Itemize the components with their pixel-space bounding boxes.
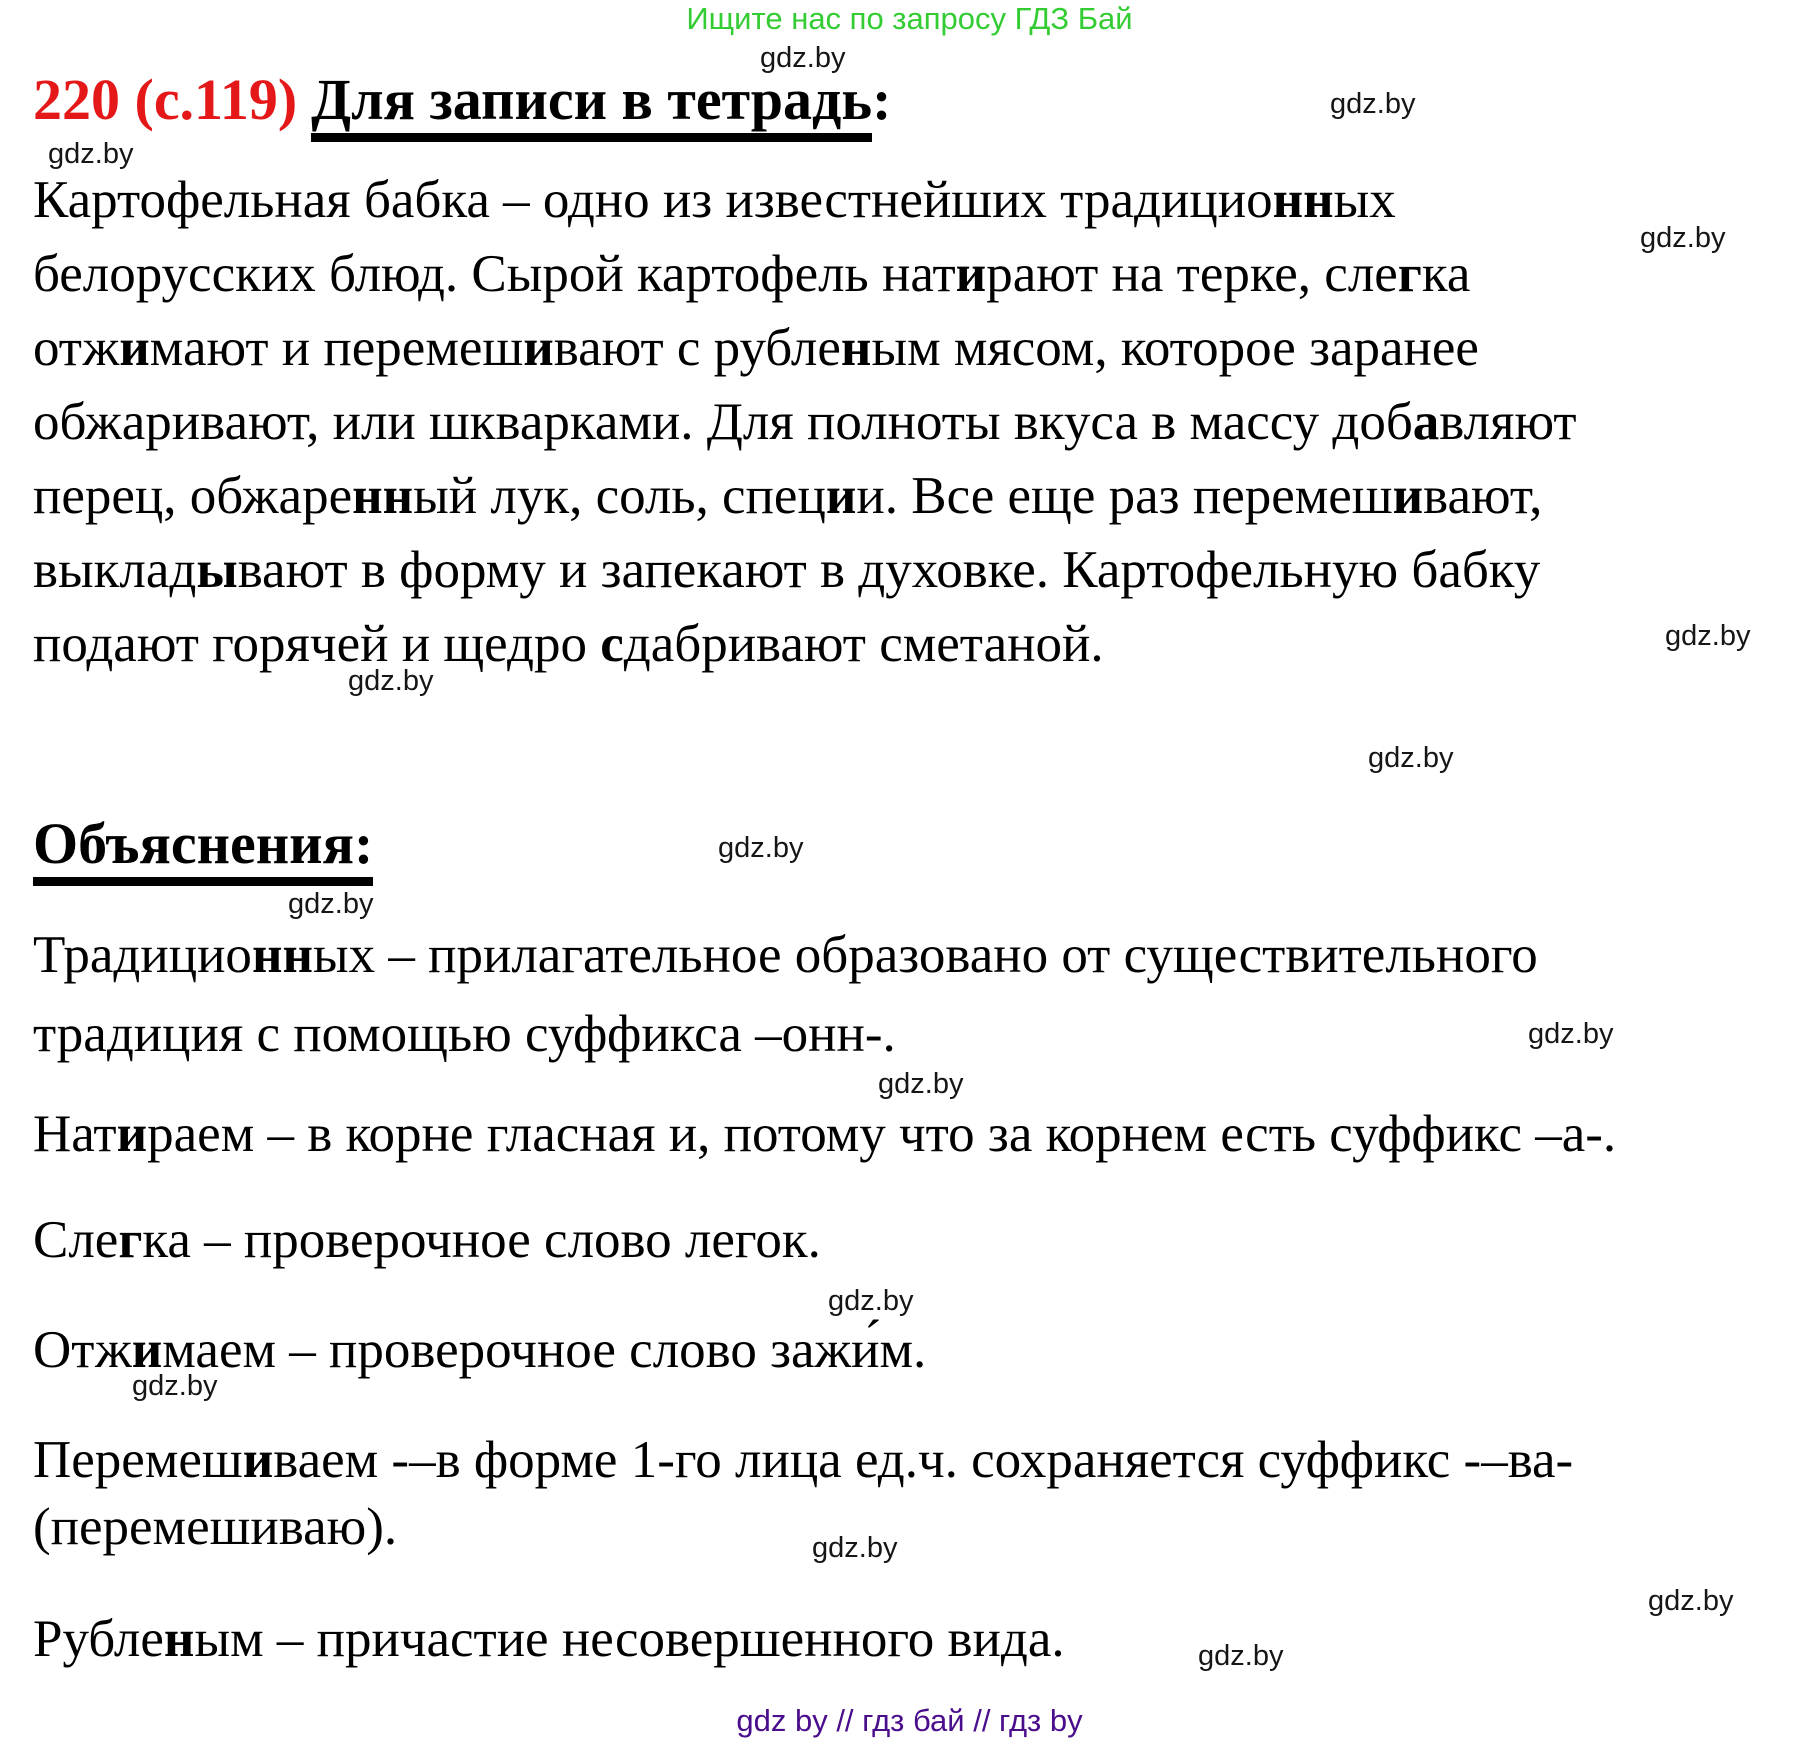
watermark: gdz.by bbox=[1368, 742, 1454, 774]
heading-colon: : bbox=[872, 67, 892, 132]
green-banner: Ищите нас по запросу ГДЗ Бай bbox=[686, 1, 1133, 36]
text-line: Натираем – в корне гласная и, потому что за корнем есть суффикс –а-. bbox=[33, 1105, 1617, 1163]
watermark: gdz.by bbox=[1665, 620, 1751, 652]
watermark: gdz.by bbox=[760, 42, 846, 74]
exercise-number: 220 (с.119) bbox=[33, 67, 298, 132]
watermark: gdz.by bbox=[48, 138, 134, 170]
explanations-heading bbox=[33, 812, 373, 886]
watermark: gdz.by bbox=[1648, 1585, 1734, 1617]
text-line: подают горячей и щедро сдабривают сметаной. bbox=[33, 615, 1104, 673]
text-line: Слегка – проверочное слово легок. bbox=[33, 1211, 821, 1269]
watermark: gdz.by bbox=[288, 888, 374, 920]
exercise-heading bbox=[33, 68, 891, 142]
watermark: gdz.by bbox=[828, 1285, 914, 1317]
text-line: (перемешиваю). bbox=[33, 1498, 398, 1556]
heading-title: Для записи в тетрадь bbox=[311, 68, 872, 142]
text-line: Отжимаем – проверочное слово зажи́м. bbox=[33, 1321, 927, 1379]
watermark: gdz.by bbox=[1528, 1018, 1614, 1050]
explanations-heading-text: Объяснения: bbox=[33, 812, 373, 886]
text-line: белорусских блюд. Сырой картофель натирают на терке, слегка bbox=[33, 245, 1471, 303]
watermark: gdz.by bbox=[812, 1532, 898, 1564]
text-line: Традиционных – прилагательное образовано от существительного bbox=[33, 926, 1538, 984]
text-line: отжимают и перемешивают с рубленым мясом, которое заранее bbox=[33, 319, 1479, 377]
watermark: gdz.by bbox=[1330, 88, 1416, 120]
watermark: gdz.by bbox=[718, 832, 804, 864]
watermark: gdz.by bbox=[878, 1068, 964, 1100]
footer-text: gdz by // гдз бай // гдз by bbox=[736, 1703, 1083, 1738]
text-line: Перемешиваем -–в форме 1-го лица ед.ч. сохраняется суффикс -–ва- bbox=[33, 1431, 1574, 1489]
watermark: gdz.by bbox=[1640, 222, 1726, 254]
text-line: обжаривают, или шкварками. Для полноты вкуса в массу добавляют bbox=[33, 393, 1577, 451]
text-line: выкладывают в форму и запекают в духовке. Картофельную бабку bbox=[33, 541, 1541, 599]
text-line: перец, обжаренный лук, соль, специи. Все еще раз перемешивают, bbox=[33, 467, 1543, 525]
text-line: Картофельная бабка – одно из известнейших традиционных bbox=[33, 171, 1396, 229]
text-line: Рубленым – причастие несовершенного вида. bbox=[33, 1610, 1065, 1668]
watermark: gdz.by bbox=[348, 665, 434, 697]
watermark: gdz.by bbox=[132, 1370, 218, 1402]
text-line: традиция с помощью суффикса –онн-. bbox=[33, 1005, 896, 1063]
watermark: gdz.by bbox=[1198, 1640, 1284, 1672]
